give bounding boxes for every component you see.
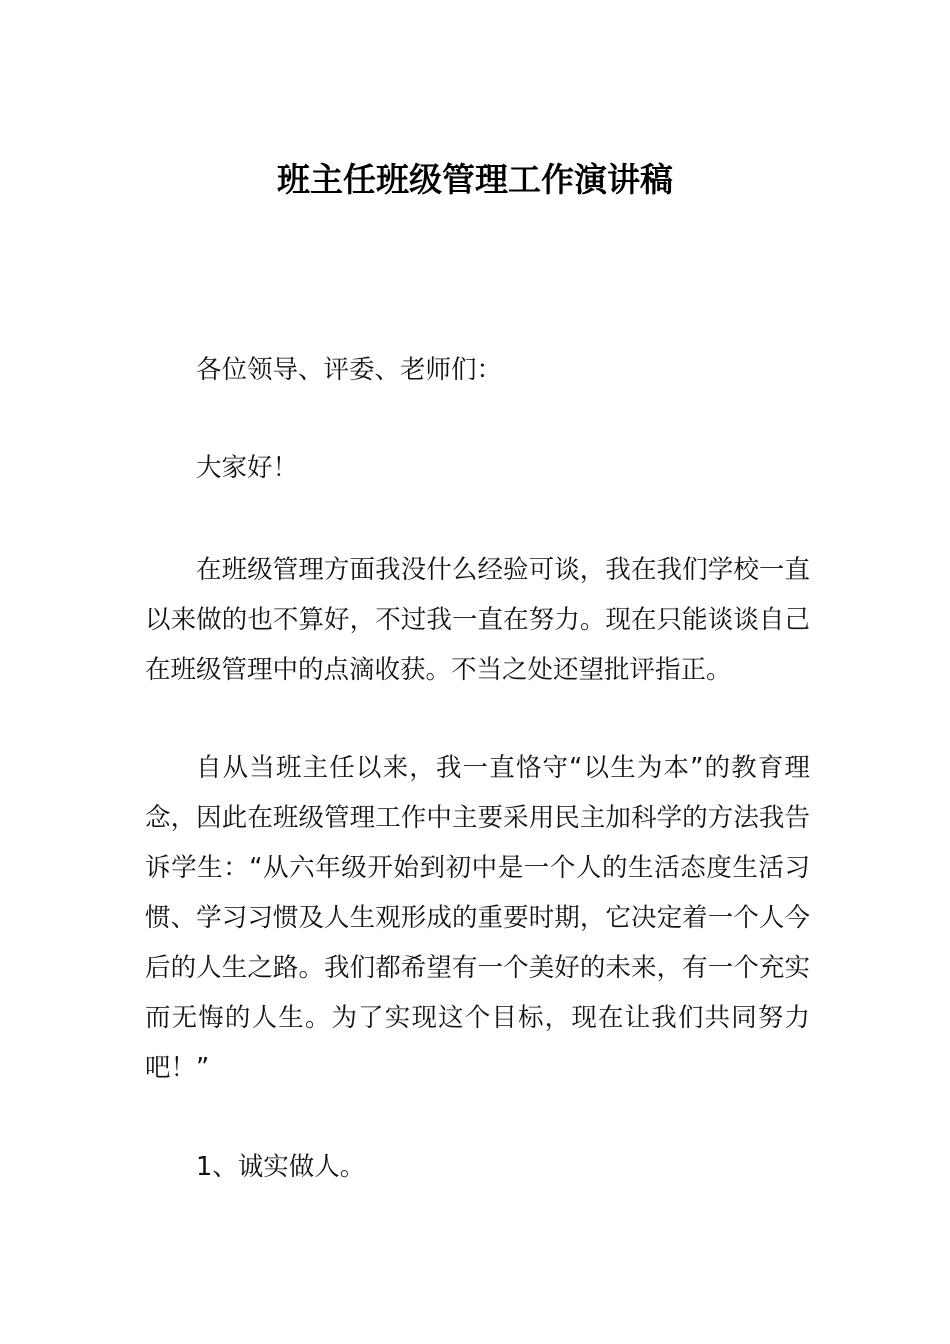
education-concept-paragraph: 自从当班主任以来，我一直恪守“以生为本”的教育理念，因此在班级管理工作中主要采用民主加科学的方法我告诉学生：“从六年级开始到初中是一个人的生活态度生活习惯、学习习惯及人生观形成的重要时期，它决定着一个人今后的人生之路。我们都希望有一个美好的未来，有一个充实而无悔的人生。为了实现这个目标，现在让我们共同努力吧！” <box>145 753 810 1083</box>
point-1-heading: 1、诚实做人。 <box>196 1152 366 1182</box>
document-title: 班主任班级管理工作演讲稿 <box>277 160 673 199</box>
intro-paragraph: 在班级管理方面我没什么经验可谈，我在我们学校一直以来做的也不算好，不过我一直在努力。现在只能谈谈自己在班级管理中的点滴收获。不当之处还望批评指正。 <box>145 555 810 685</box>
greeting-paragraph: 大家好！ <box>196 453 299 483</box>
salutation-paragraph: 各位领导、评委、老师们： <box>196 355 503 385</box>
